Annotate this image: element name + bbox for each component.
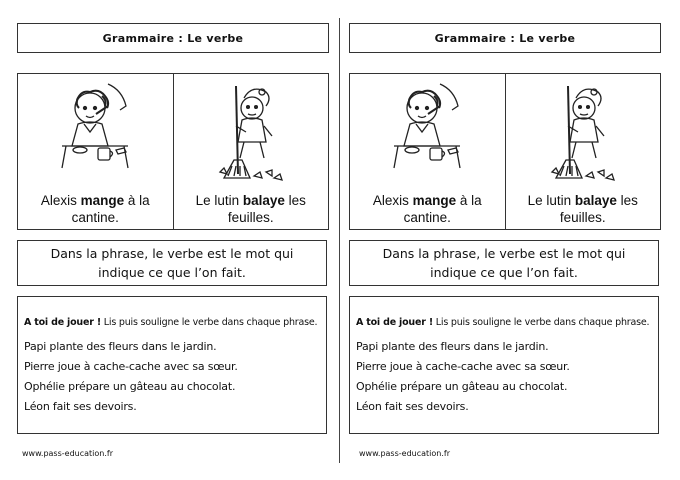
child-eating-illustration	[58, 80, 132, 188]
sentence-end: à la cantine.	[71, 193, 150, 225]
exercise-sentence-1: Papi plante des fleurs dans le jardin.	[24, 340, 217, 353]
elf-sweeping-illustration	[546, 80, 620, 188]
verb-highlight: mange	[412, 193, 457, 208]
rule-box: Dans la phrase, le verbe est le mot qui indique ce que l’on fait.	[17, 240, 327, 286]
examples-panel	[17, 73, 329, 230]
exercise-sentence-4: Léon fait ses devoirs.	[356, 400, 469, 413]
example-eating	[350, 74, 505, 229]
exercise-instruction	[356, 317, 658, 328]
example-sweeping	[173, 74, 329, 229]
example-sentence-2	[510, 192, 657, 226]
example-eating	[18, 74, 173, 229]
exercise-sentence-3: Ophélie prépare un gâteau au chocolat.	[24, 380, 236, 393]
exercise-instruction	[24, 317, 326, 328]
verb-highlight: mange	[80, 193, 125, 208]
sentence-start: Alexis	[372, 193, 413, 208]
exercise-box	[349, 296, 659, 434]
exercise-instruction-text: Lis puis souligne le verbe dans chaque phrase.	[100, 317, 318, 328]
verb-highlight: balaye	[574, 193, 617, 208]
sentence-end: les feuilles.	[559, 193, 638, 225]
footer-url: www.pass-education.fr	[359, 449, 450, 458]
sentence-start: Le lutin	[527, 193, 575, 208]
exercise-instruction-text: Lis puis souligne le verbe dans chaque phrase.	[432, 317, 650, 328]
sentence-start: Le lutin	[195, 193, 243, 208]
example-sentence-2	[178, 192, 325, 226]
exercise-lead: A toi de jouer !	[24, 317, 101, 328]
elf-sweeping-illustration	[214, 80, 288, 188]
example-sentence-1	[354, 192, 501, 226]
sentence-end: les feuilles.	[227, 193, 306, 225]
examples-panel	[349, 73, 661, 230]
child-eating-illustration	[390, 80, 464, 188]
card-title: Grammaire : Le verbe	[17, 23, 329, 53]
footer-url: www.pass-education.fr	[22, 449, 113, 458]
exercise-sentence-2: Pierre joue à cache-cache avec sa sœur.	[356, 360, 570, 373]
rule-box: Dans la phrase, le verbe est le mot qui indique ce que l’on fait.	[349, 240, 659, 286]
example-sweeping	[505, 74, 661, 229]
exercise-sentence-3: Ophélie prépare un gâteau au chocolat.	[356, 380, 568, 393]
exercise-box	[17, 296, 327, 434]
center-divider	[339, 18, 340, 463]
card-title: Grammaire : Le verbe	[349, 23, 661, 53]
exercise-sentence-1: Papi plante des fleurs dans le jardin.	[356, 340, 549, 353]
sentence-end: à la cantine.	[403, 193, 482, 225]
exercise-lead: A toi de jouer !	[356, 317, 433, 328]
exercise-sentence-4: Léon fait ses devoirs.	[24, 400, 137, 413]
sentence-start: Alexis	[40, 193, 81, 208]
example-sentence-1	[22, 192, 169, 226]
verb-highlight: balaye	[242, 193, 285, 208]
exercise-sentence-2: Pierre joue à cache-cache avec sa sœur.	[24, 360, 238, 373]
